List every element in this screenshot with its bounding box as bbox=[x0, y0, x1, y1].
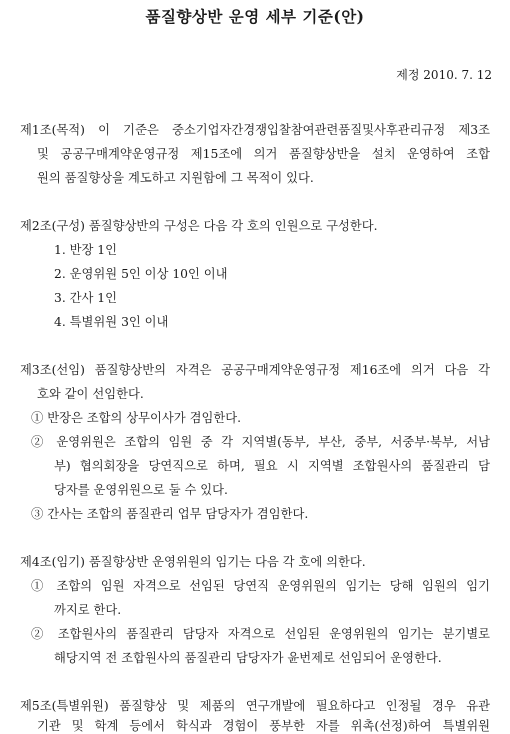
article-3-item-2-line-3: 당자를 운영위원으로 둘 수 있다. bbox=[54, 483, 228, 497]
article-2-heading: 제2조(구성) 품질향상반의 구성은 다음 각 호의 인원으로 구성한다. bbox=[20, 219, 378, 233]
article-2-item-1: 1. 반장 1인 bbox=[54, 243, 118, 257]
article-1-line-1: 제1조(목적) 이 기준은 중소기업자간경쟁입찰참여관련품질및사후관리규정 제3조 bbox=[20, 123, 490, 137]
article-1-line-2: 및 공공구매계약운영규정 제15조에 의거 품질향상반을 설치 운영하여 조합 bbox=[37, 147, 490, 161]
article-5-line-1: 제5조(특별위원) 품질향상 및 제품의 연구개발에 필요하다고 인정될 경우 유관 bbox=[20, 699, 490, 713]
document-title: 품질향상반 운영 세부 기준(안) bbox=[145, 7, 365, 26]
article-3-line-1: 제3조(선임) 품질향상반의 자격은 공공구매계약운영규정 제16조에 의거 다음 각 bbox=[20, 363, 490, 377]
article-3-item-2-line-2: 부) 협의회장을 당연직으로 하며, 필요 시 지역별 조합원사의 품질관리 담 bbox=[54, 459, 490, 473]
article-2-item-3: 3. 간사 1인 bbox=[54, 291, 118, 305]
article-4-item-2-line-2: 해당지역 전 조합원사의 품질관리 담당자가 윤번제로 선임되어 운영한다. bbox=[54, 651, 442, 665]
article-2-item-4: 4. 특별위원 3인 이내 bbox=[54, 315, 169, 329]
article-3-item-1: ① 반장은 조합의 상무이사가 겸임한다. bbox=[31, 411, 242, 425]
article-3-item-2-line-1: ② 운영위원은 조합의 임원 중 각 지역별(동부, 부산, 중부, 서중부·북부, 서남 bbox=[31, 435, 490, 449]
article-3-item-3: ③ 간사는 조합의 품질관리 업무 담당자가 겸임한다. bbox=[31, 507, 309, 521]
article-4-item-1-line-1: ① 조합의 임원 자격으로 선임된 당연직 운영위원의 임기는 당해 임원의 임기 bbox=[31, 579, 490, 593]
article-4-item-1-line-2: 까지로 한다. bbox=[54, 603, 122, 617]
article-4-heading: 제4조(임기) 품질향상반 운영위원의 임기는 다음 각 호에 의한다. bbox=[20, 555, 366, 569]
article-2-item-2: 2. 운영위원 5인 이상 10인 이내 bbox=[54, 267, 228, 281]
article-5-line-2: 기관 및 학계 등에서 학식과 경험이 풍부한 자를 위촉(선정)하여 특별위원 bbox=[37, 719, 490, 733]
article-4-item-2-line-1: ② 조합원사의 품질관리 담당자 자격으로 선임된 운영위원의 임기는 분기별로 bbox=[31, 627, 490, 641]
enactment-date: 제정 2010. 7. 12 bbox=[396, 68, 492, 82]
article-3-line-2: 호와 같이 선임한다. bbox=[37, 387, 144, 401]
article-1-line-3: 원의 품질향상을 계도하고 지원함에 그 목적이 있다. bbox=[37, 171, 314, 185]
